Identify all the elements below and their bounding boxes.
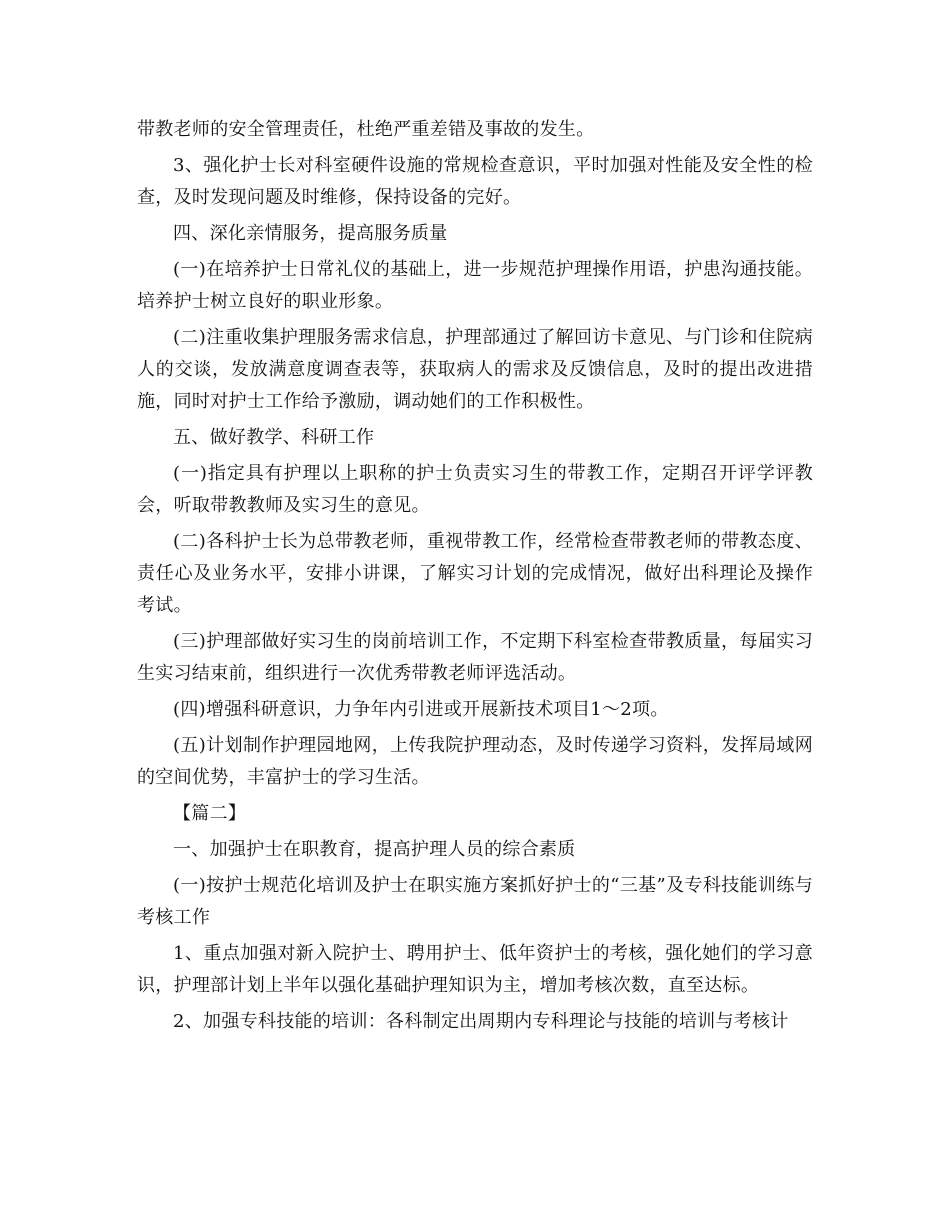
paragraph: (一)指定具有护理以上职称的护士负责实习生的带教工作，定期召开评学评教会，听取带教教师及实习生的意见。 (137, 463, 813, 516)
paragraph: (五)计划制作护理园地网，上传我院护理动态，及时传递学习资料，发挥局域网的空间优势，丰富护士的学习生活。 (137, 735, 813, 788)
paragraph: (二)注重收集护理服务需求信息，护理部通过了解回访卡意见、与门诊和住院病人的交谈，发放满意度调查表等，获取病人的需求及反馈信息，及时的提出改进措施，同时对护士工作给予激励，调动她们的工作积极性。 (137, 327, 813, 412)
part-heading: 【篇二】 (173, 803, 247, 824)
document-body (137, 114, 813, 1042)
paragraph: 带教老师的安全管理责任，杜绝严重差错及事故的发生。 (137, 119, 595, 140)
section-heading: 一、加强护士在职教育，提高护理人员的综合素质 (173, 839, 576, 860)
paragraph: 2、加强专科技能的培训：各科制定出周期内专科理论与技能的培训与考核计 (173, 1011, 789, 1032)
paragraph: 1、重点加强对新入院护士、聘用护士、低年资护士的考核，强化她们的学习意识，护理部计划上半年以强化基础护理知识为主，增加考核次数，直至达标。 (137, 943, 813, 996)
paragraph: (四)增强科研意识，力争年内引进或开展新技术项目1～2项。 (173, 699, 669, 720)
section-heading: 四、深化亲情服务，提高服务质量 (173, 223, 448, 244)
paragraph: (二)各科护士长为总带教老师，重视带教工作，经常检查带教老师的带教态度、责任心及业务水平，安排小讲课，了解实习计划的完成情况，做好出科理论及操作考试。 (137, 531, 813, 616)
paragraph: (一)在培养护士日常礼仪的基础上，进一步规范护理操作用语，护患沟通技能。培养护士树立良好的职业形象。 (137, 259, 813, 312)
paragraph: (一)按护士规范化培训及护士在职实施方案抓好护士的“三基”及专科技能训练与考核工作 (137, 875, 813, 928)
paragraph: 3、强化护士长对科室硬件设施的常规检查意识，平时加强对性能及安全性的检查，及时发现问题及时维修，保持设备的完好。 (137, 155, 813, 208)
section-heading: 五、做好教学、科研工作 (173, 427, 375, 448)
paragraph: (三)护理部做好实习生的岗前培训工作，不定期下科室检查带教质量，每届实习生实习结束前，组织进行一次优秀带教老师评选活动。 (137, 631, 813, 684)
